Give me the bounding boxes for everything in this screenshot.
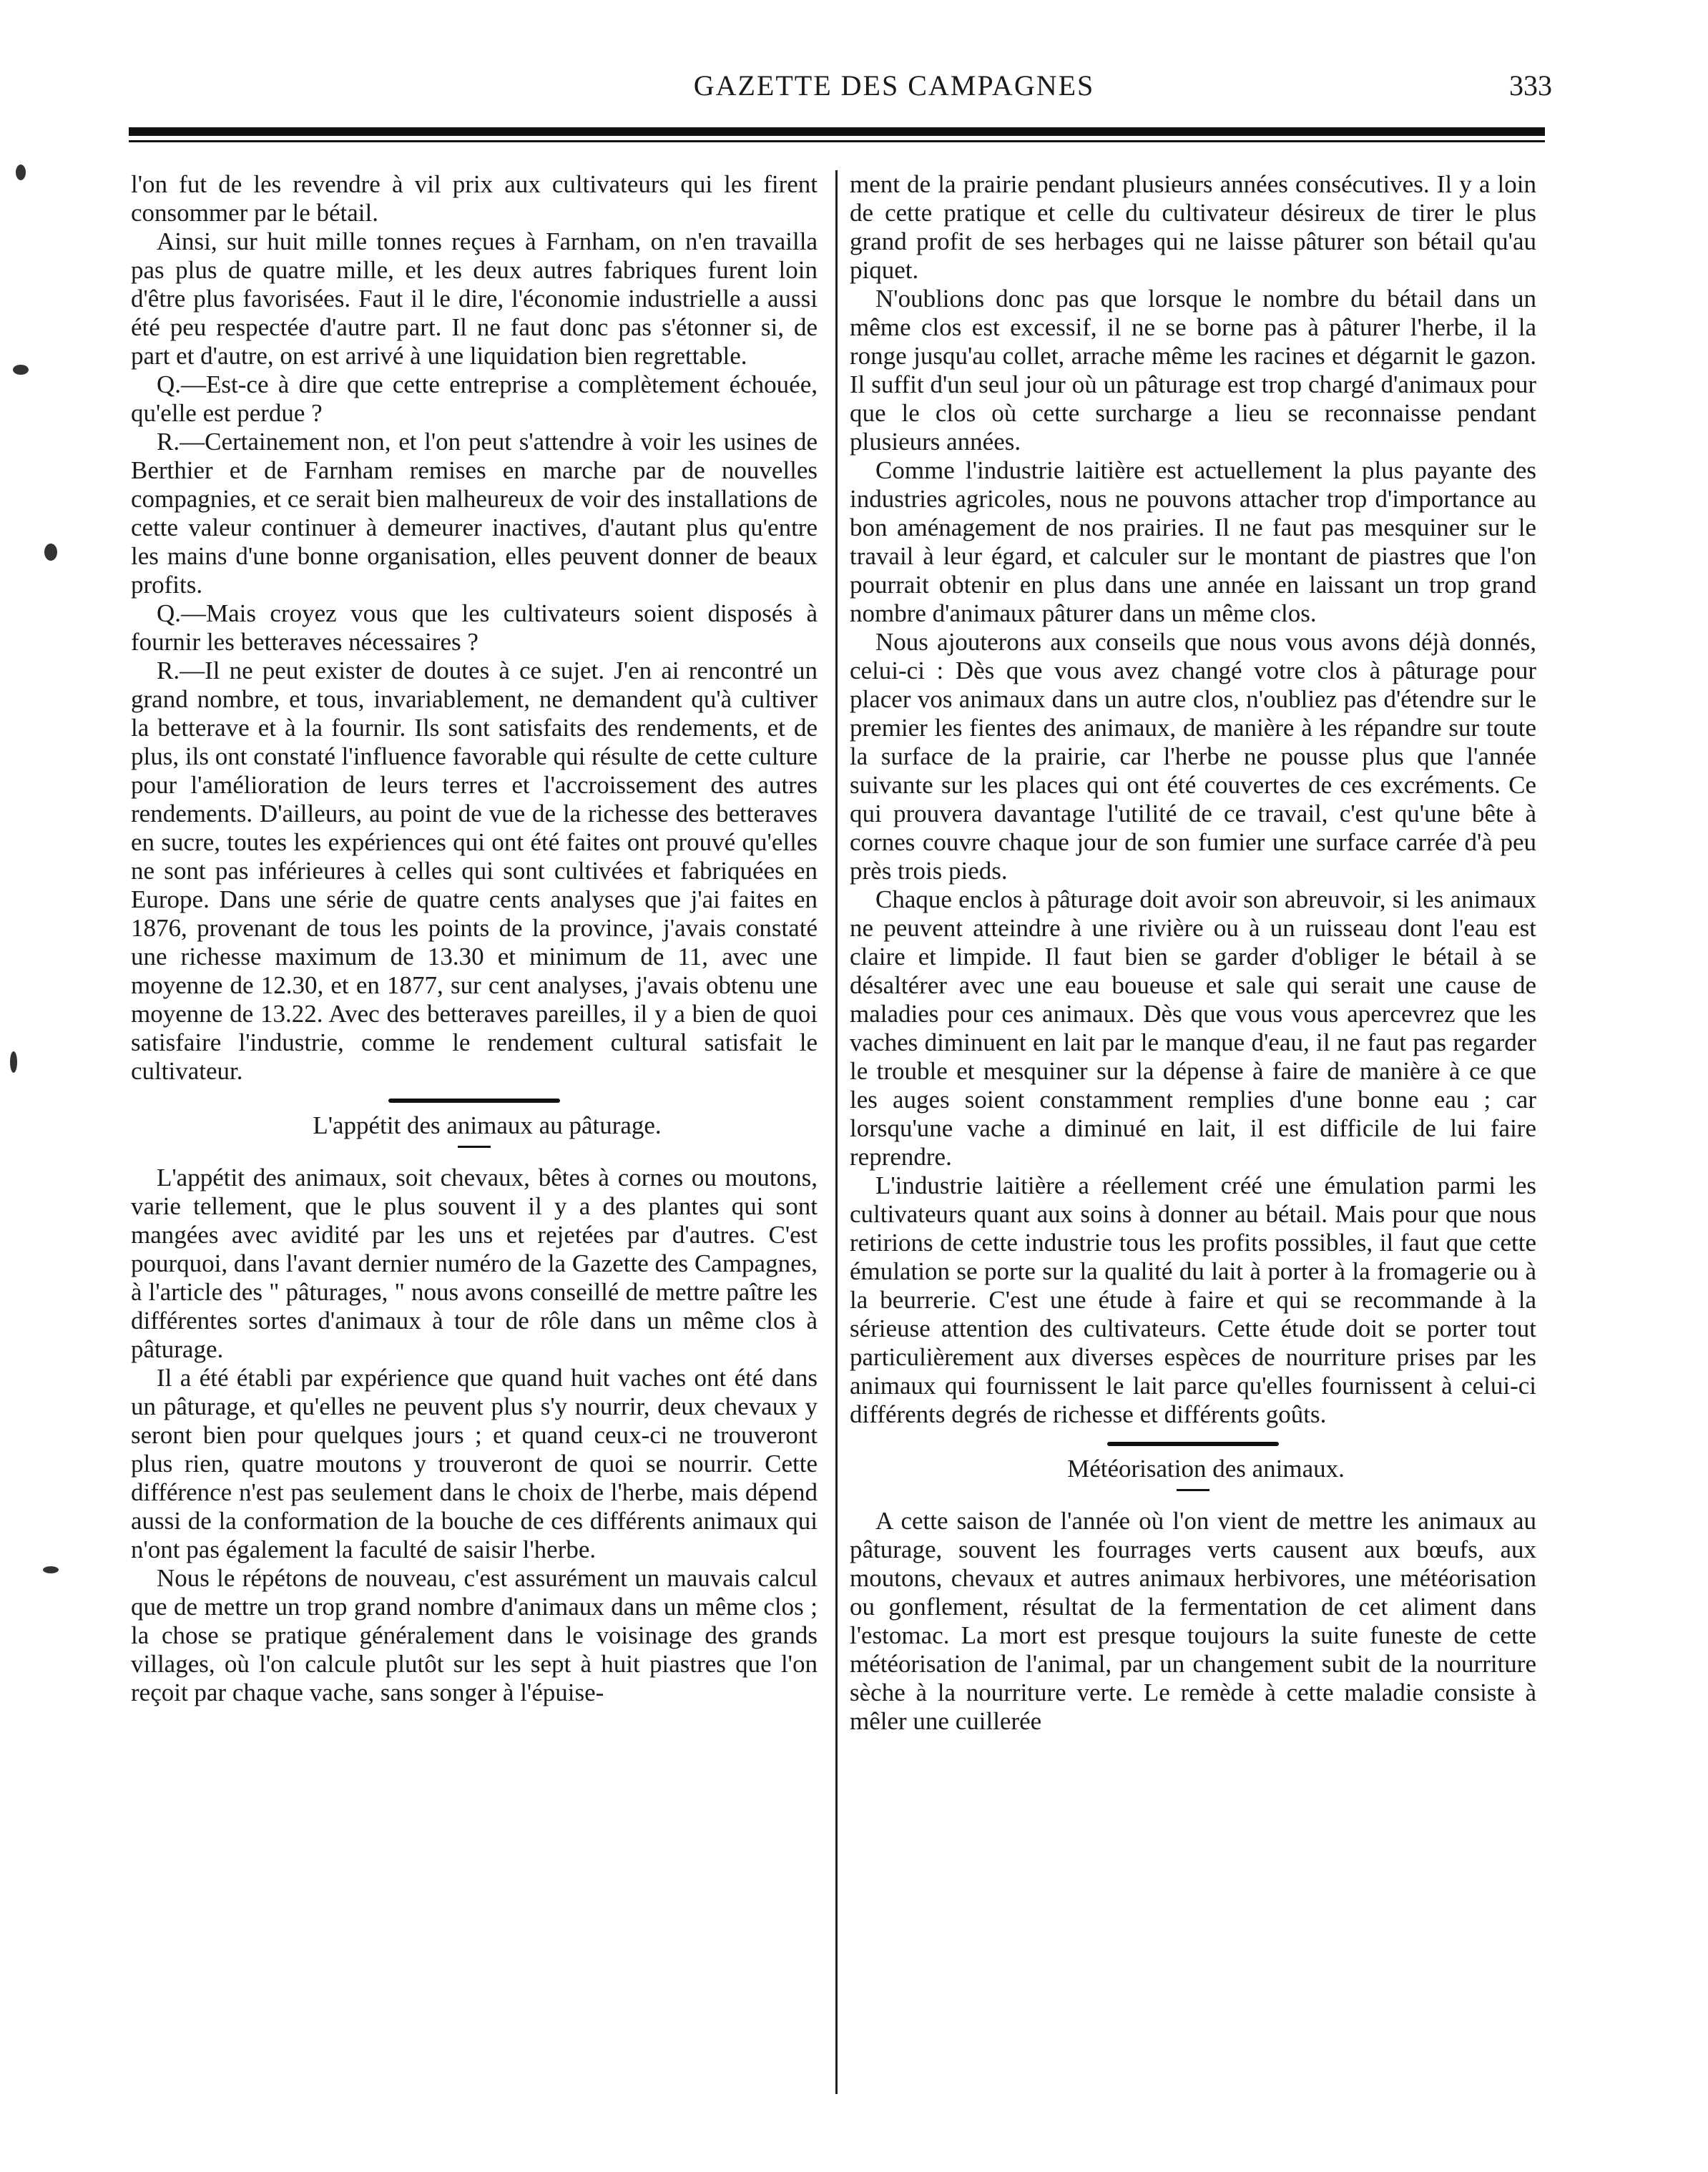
paragraph: L'appétit des animaux, soit chevaux, bêtes à cornes ou moutons, varie tellement, que le plus souvent il y a des plantes qui sont mangées avec avidité par les uns et rejetées par d'autres. C'est pourquoi, dans l'avant dernier numéro de la Gazette des Campagnes, à l'article des " pâturages, " nous avons conseillé de mettre paître les différentes sortes d'animaux à tour de rôle dans un même clos à pâturage. (131, 1164, 818, 1363)
section-title: Météorisation des animaux. (1067, 1455, 1345, 1483)
scan-speck (16, 164, 26, 180)
section-title: L'appétit des animaux au pâturage. (313, 1111, 662, 1139)
paragraph: Il a été établi par expérience que quand huit vaches ont été dans un pâturage, et qu'elles ne peuvent plus s'y nourrir, deux chevaux y seront bien pour quelques jours ; et quand ceux-ci ne trouveront plus rien, quatre moutons y trouveront de quoi se nourrir. Cette différence n'est pas seulement dans le choix de l'herbe, mais dépend aussi de la conformation de la bouche de ces différents animaux qui n'ont pas également la faculté de saisir l'herbe. (131, 1364, 818, 1563)
section-separator (388, 1099, 560, 1103)
paragraph: Nous le répétons de nouveau, c'est assurément un mauvais calcul que de mettre un trop grand nombre d'animaux dans un même clos ; la chose se pratique généralement dans le voisinage des grands villages, où l'on calcule plutôt sur les sept à huit piastres que l'on reçoit par chaque vache, sans songer à l'épuise- (131, 1564, 818, 1706)
paragraph: l'on fut de les revendre à vil prix aux cultivateurs qui les firent consommer par le bétail. (131, 170, 818, 227)
paragraph: ment de la prairie pendant plusieurs années consécutives. Il y a loin de cette pratique et celle du cultivateur désireux de tirer le plus grand profit de ses herbages qui ne laisse pâturer son bétail qu'au piquet. (850, 170, 1536, 284)
paragraph: Ainsi, sur huit mille tonnes reçues à Farnham, on n'en travailla pas plus de quatre mille, et les deux autres fabriques furent loin d'être plus favorisées. Faut il le dire, l'économie industrielle a aussi été peu respectée d'autre part. Il ne faut donc pas s'étonner si, de part et d'autre, on est arrivé à une liquidation bien regrettable. (131, 227, 818, 370)
scan-speck (13, 365, 29, 375)
paragraph: Q.—Est-ce à dire que cette entreprise a complètement échouée, qu'elle est perdue ? (131, 370, 818, 427)
section-dash (458, 1146, 491, 1148)
paragraph: N'oublions donc pas que lorsque le nombre du bétail dans un même clos est excessif, il ne se borne pas à pâturer l'herbe, il la ronge jusqu'au collet, arrache même les racines et dégarnit le gazon. Il suffit d'un seul jour où un pâturage est trop chargé d'animaux pour que le clos où cette surcharge a lieu se reconnaisse pendant plusieurs années. (850, 285, 1536, 456)
paragraph: A cette saison de l'année où l'on vient de mettre les animaux au pâturage, souvent les fourrages verts causent aux bœufs, aux moutons, chevaux et autres animaux herbivores, une météorisation ou gonflement, résultat de la fermentation de cet aliment dans l'estomac. La mort est presque toujours la suite funeste de cette météorisation de l'animal, par un changement subit de la nourriture sèche à la nourriture verte. Le remède à cette maladie consiste à mêler une cuillerée (850, 1507, 1536, 1735)
section-dash (1177, 1489, 1209, 1491)
page-number: 333 (1509, 69, 1552, 102)
paragraph: Chaque enclos à pâturage doit avoir son abreuvoir, si les animaux ne peuvent atteindre à une rivière ou à un ruisseau dont l'eau est claire et limpide. Il faut bien se garder d'obliger le bétail à se désaltérer avec une eau boueuse et sale qui serait une cause de maladies pour ces animaux. Dès que vous vous apercevrez que les vaches diminuent en lait par le manque d'eau, il ne faut pas regarder le trouble et mesquiner sur la dépense à faire de manière à ce que les auges soient constamment remplies d'une bonne eau ; car lorsqu'une vache a diminué en lait, il est difficile de lui faire reprendre. (850, 885, 1536, 1171)
header-rule-thick (129, 127, 1545, 136)
paragraph: R.—Certainement non, et l'on peut s'attendre à voir les usines de Berthier et de Farnham remises en marche par de nouvelles compagnies, et ce serait bien malheureux de voir des installations de cette valeur continuer à demeurer inactives, d'autant plus qu'entre les mains d'une bonne organisation, elles peuvent donner de beaux profits. (131, 428, 818, 599)
scan-speck (44, 544, 57, 561)
header-rule-thin (129, 140, 1545, 142)
right-column (850, 170, 1536, 1736)
paragraph: Nous ajouterons aux conseils que nous vous avons déjà donnés, celui-ci : Dès que vous avez changé votre clos à pâturage pour placer vos animaux dans un autre clos, n'oubliez pas d'étendre sur le premier les fientes des animaux, de manière à les répandre sur toute la surface de la prairie, car l'herbe ne pousse plus que l'année suivante sur les places qui ont été couvertes de ces excréments. Ce qui prouvera davantage l'utilité de ce travail, c'est qu'une bête à cornes couvre chaque jour de son fumier une surface carrée d'à peu près trois pieds. (850, 628, 1536, 885)
page-header (129, 69, 1552, 112)
paragraph: R.—Il ne peut exister de doutes à ce sujet. J'en ai rencontré un grand nombre, et tous, invariablement, ne demandent qu'à cultiver la betterave et à la fournir. Ils sont satisfaits des rendements, et de plus, ils ont constaté l'influence favorable qui résulte de cette culture pour l'amélioration de leurs terres et l'accroissement des autres rendements. D'ailleurs, au point de vue de la richesse des betteraves en sucre, toutes les expériences qui ont été faites ont prouvé qu'elles ne sont pas inférieures à celles qui sont cultivées et fabriquées en Europe. Dans une série de quatre cents analyses que j'ai faites en 1876, provenant de tous les points de la province, j'avais constaté une richesse maximum de 13.30 et minimum de 11, avec une moyenne de 12.30, et en 1877, sur cent analyses, j'avais obtenu une moyenne de 13.22. Avec des betteraves pareilles, il y a bien de quoi satisfaire l'industrie, comme le rendement cultural satisfait le cultivateur. (131, 657, 818, 1085)
column-divider (835, 170, 838, 2094)
paragraph: L'industrie laitière a réellement créé une émulation parmi les cultivateurs quant aux soins à donner au bétail. Mais pour que nous retirions de cette industrie tous les profits possibles, il faut que cette émulation se porte sur la qualité du lait à porter à la fromagerie ou à la beurrerie. C'est une étude à faire et qui se recommande à la sérieuse attention des cultivateurs. Cette étude doit se porter tout particulièrement aux diverses espèces de nourriture prises par les animaux qui fournissent le lait parce qu'elles fournissent à celui-ci différents degrés de richesse et différents goûts. (850, 1171, 1536, 1428)
journal-title: GAZETTE DES CAMPAGNES (693, 69, 1095, 102)
paragraph: Q.—Mais croyez vous que les cultivateurs soient disposés à fournir les betteraves nécessaires ? (131, 599, 818, 656)
paragraph: Comme l'industrie laitière est actuellement la plus payante des industries agricoles, nous ne pouvons attacher trop d'importance au bon aménagement de nos prairies. Il ne faut pas mesquiner sur le travail à leur égard, et calculer sur le montant de piastres que l'on pourrait obtenir en plus dans une année en laissant un trop grand nombre d'animaux pâturer dans un même clos. (850, 456, 1536, 627)
scan-speck (10, 1051, 17, 1073)
left-column (131, 170, 818, 1707)
scan-speck (43, 1566, 59, 1573)
section-separator (1107, 1442, 1279, 1446)
